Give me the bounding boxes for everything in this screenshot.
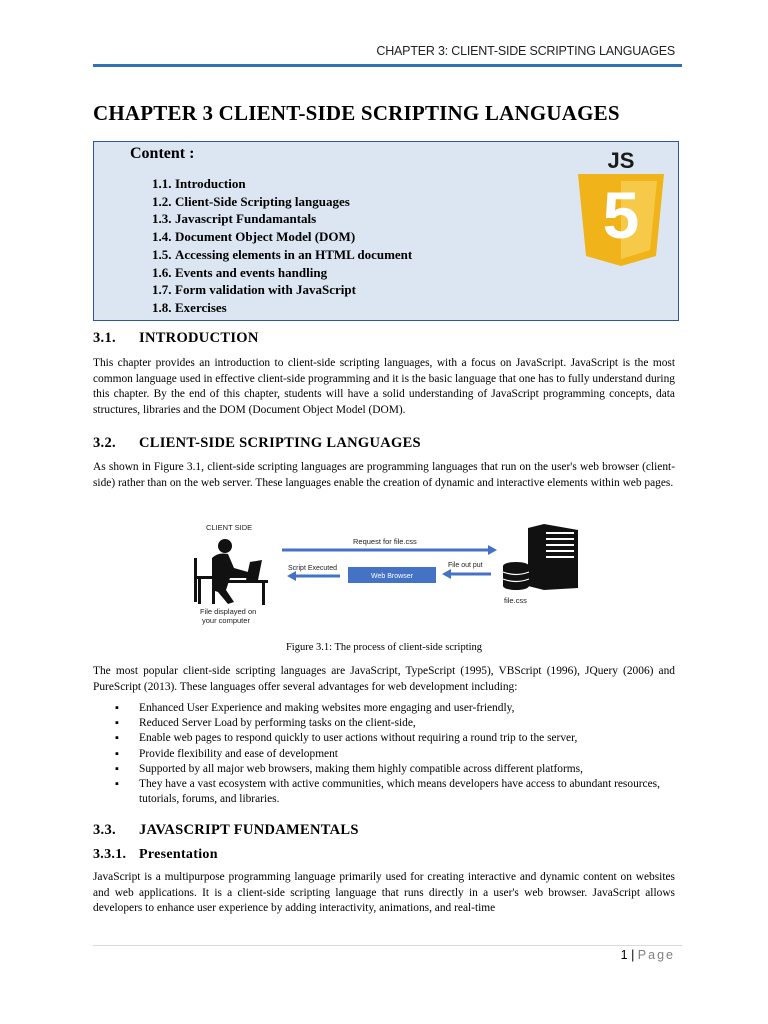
list-item: ▪ Reduced Server Load by performing tasks on the client-side, — [115, 716, 677, 731]
languages-paragraph: The most popular client-side scripting languages are JavaScript, TypeScript (1995), VBScript (1996), JQuery (2006) and PureScript (2013). These languages offer several advantages for web development including: — [93, 665, 675, 693]
client-side-paragraph: As shown in Figure 3.1, client-side scripting languages are programming languages that run on the user's web browser (client-side) rather than on the web server. These languages enable the creation of dynamic and interactive elements within web pages. — [93, 461, 675, 489]
contents-item: 1.8. Exercises — [152, 299, 227, 315]
contents-box — [93, 141, 679, 321]
contents-heading: Content : — [130, 145, 195, 162]
file-out-arrowhead — [442, 569, 451, 579]
javascript-logo-icon — [576, 148, 666, 266]
page-footer — [621, 948, 675, 962]
subsection-heading-presentation: 3.3.1. Presentation — [93, 847, 218, 862]
script-arrowhead — [287, 571, 296, 581]
contents-item: 1.3. Javascript Fundamantals — [152, 211, 317, 227]
presentation-paragraph: JavaScript is a multipurpose programming language primarily used for creating interactive and dynamic content on websites and web applications. It is a client-side scripting language that runs directly in a user's web browser. JavaScript allows developers to enhance user experience by adding interactivity, animations, and real-time — [93, 871, 675, 914]
list-item: ▪ Enable web pages to respond quickly to user actions without requiring a round trip to the server, — [115, 731, 677, 746]
header-rule — [93, 64, 682, 67]
request-arrowhead — [488, 545, 497, 555]
database-icon — [503, 562, 529, 590]
figure-caption: Figure 3.1: The process of client-side scripting — [285, 642, 483, 653]
figure-request-label: Request for file.css — [353, 537, 417, 546]
contents-item: 1.6. Events and events handling — [152, 264, 328, 280]
list-item: ▪ Provide flexibility and ease of development — [115, 747, 677, 762]
person-at-computer-icon — [194, 539, 268, 605]
contents-item: 1.7. Form validation with JavaScript — [152, 282, 356, 298]
server-icon — [528, 524, 578, 590]
figure-server-file-label: file.css — [504, 596, 527, 605]
figure-display-label-1: File displayed on — [200, 607, 257, 616]
running-header: CHAPTER 3: CLIENT-SIDE SCRIPTING LANGUAGES — [376, 44, 675, 58]
advantages-list — [115, 701, 677, 807]
contents-item: 1.1. Introduction — [152, 176, 246, 191]
chapter-title: CHAPTER 3 CLIENT-SIDE SCRIPTING LANGUAGES — [93, 101, 620, 125]
contents-item: 1.4. Document Object Model (DOM) — [152, 229, 356, 245]
list-item: ▪ They have a vast ecosystem with active communities, which means developers have access to abundant resources, tutorials, forums, and libraries. — [115, 777, 677, 807]
page-number: 1 — [620, 948, 628, 962]
client-side-scripting-figure — [188, 516, 591, 628]
figure-display-label-2: your computer — [202, 616, 250, 625]
contents-item: 1.5. Accessing elements in an HTML document — [152, 246, 413, 262]
footer-separator: | — [631, 948, 635, 962]
logo-digit: 5 — [602, 178, 640, 252]
section-heading-client-side: 3.2. CLIENT-SIDE SCRIPTING LANGUAGES — [93, 435, 421, 451]
figure-file-out-label: File out put — [448, 562, 483, 569]
web-browser-label: Web Browser — [371, 573, 413, 580]
page-word: Page — [637, 948, 675, 962]
section-heading-fundamentals: 3.3. JAVASCRIPT FUNDAMENTALS — [93, 822, 359, 838]
contents-list — [152, 175, 412, 317]
introduction-paragraph: This chapter provides an introduction to client-side scripting languages, with a focus on JavaScript. JavaScript is the most common language used in effective client-side programming and it is the basic language that one has to fully understand during this chapter. By the end of this chapter, students will have a solid understanding of JavaScript programming concepts, data structures, libraries and the DOM (Document Object Model (DOM). — [93, 357, 675, 416]
contents-item: 1.2. Client-Side Scripting languages — [152, 193, 350, 209]
figure-client-side-label: CLIENT SIDE — [206, 523, 253, 532]
footer-rule — [93, 945, 682, 946]
section-heading-introduction: 3.1. INTRODUCTION — [93, 330, 259, 346]
logo-js-text: JS — [607, 148, 635, 173]
list-item: ▪ Supported by all major web browsers, making them highly compatible across different platforms, — [115, 762, 677, 777]
list-item: ▪ Enhanced User Experience and making websites more engaging and user-friendly, — [115, 701, 677, 716]
figure-script-label: Script Executed — [288, 565, 338, 572]
